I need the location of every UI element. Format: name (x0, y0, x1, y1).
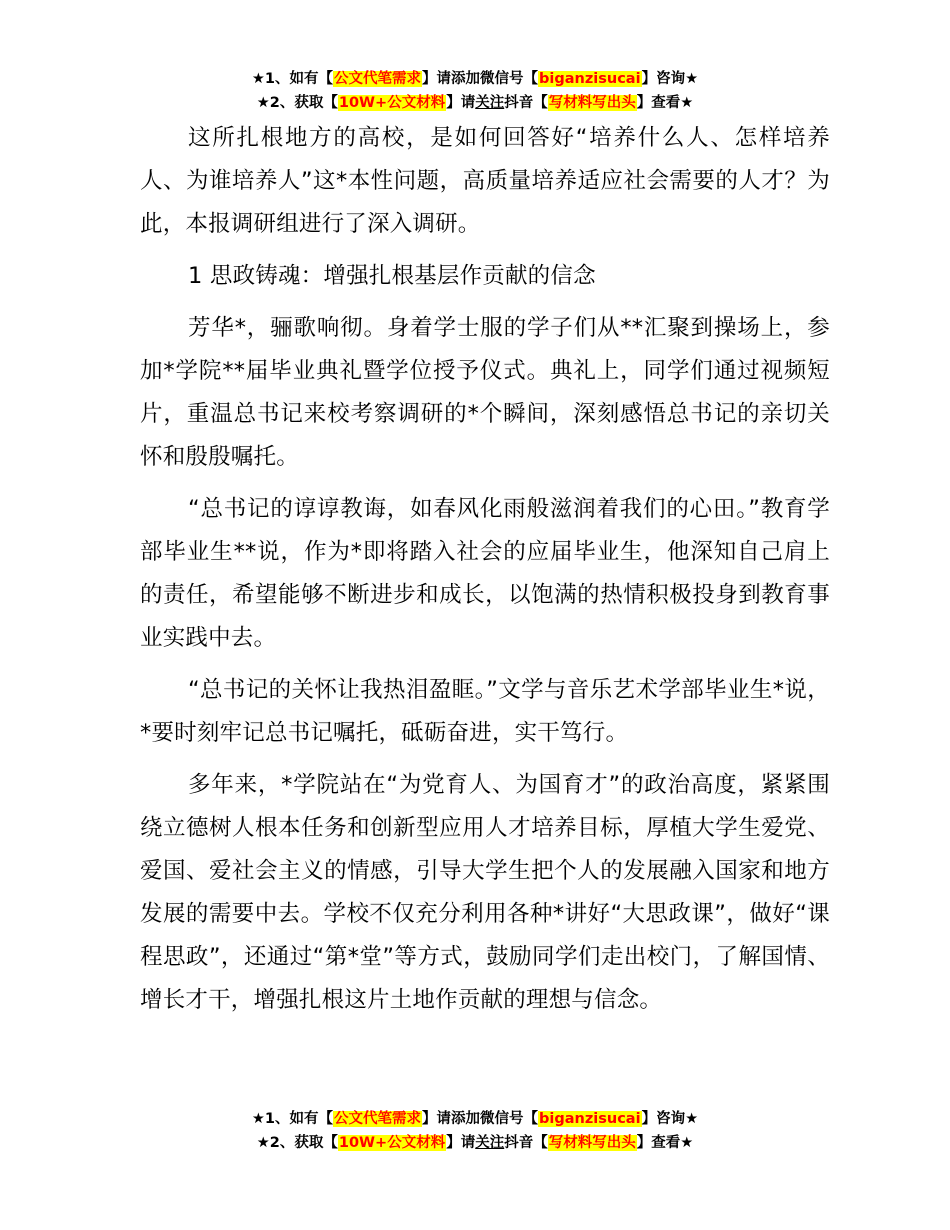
banner-text: ★2、获取【 (256, 95, 338, 111)
banner-text: ★1、如有【 (251, 1111, 334, 1127)
highlight-service: 公文代笔需求 (334, 71, 422, 87)
highlight-wechat-id: biganzisucai (539, 1111, 641, 1127)
paragraph-1: 这所扎根地方的高校，是如何回答好“培养什么人、怎样培养人、为谁培养人”这*本性问题，高质量培养适应社会需要的人才？为此，本报调研组进行了深入调研。 (140, 125, 830, 237)
banner-text: 】咨询★ (641, 1111, 699, 1127)
banner-text: 】请 (446, 95, 476, 111)
banner-follow: 关注 (475, 95, 505, 111)
banner-text: 】咨询★ (641, 71, 699, 87)
paragraph-5: 多年来，*学院站在“为党育人、为国育才”的政治高度，紧紧围绕立德树人根本任务和创新型应用人才培养目标，厚植大学生爱党、爱国、爱社会主义的情感，引导大学生把个人的发展融入国家和地方发展的需要中去。学校不仅充分利用各种*讲好“大思政课”，做好“课程思政”，还通过“第*堂”等方式，鼓励同学们走出校门，了解国情、增长才干，增强扎根这片土地作贡献的理想与信念。 (140, 772, 830, 1013)
banner-text: 】查看★ (636, 1135, 694, 1151)
banner-line-1 (0, 67, 950, 91)
footer-banner (0, 1107, 950, 1155)
highlight-douyin: 写材料写出头 (548, 1135, 636, 1151)
highlight-wechat-id: biganzisucai (539, 71, 641, 87)
banner-line-2 (0, 91, 950, 115)
banner-line-2 (0, 1131, 950, 1155)
header-banner (0, 67, 950, 115)
banner-text: 】请添加微信号【 (422, 1111, 539, 1127)
banner-line-1 (0, 1107, 950, 1131)
banner-text: ★1、如有【 (251, 71, 334, 87)
banner-text: 】查看★ (636, 95, 694, 111)
highlight-materials: 10W+公文材料 (338, 95, 446, 111)
banner-text: 抖音【 (504, 1135, 548, 1151)
banner-follow: 关注 (475, 1135, 505, 1151)
document-body (140, 117, 830, 1031)
paragraph-3: “总书记的谆谆教诲，如春风化雨般滋润着我们的心田。”教育学部毕业生**说，作为*即将踏入社会的应届毕业生，他深知自己肩上的责任，希望能够不断进步和成长，以饱满的热情积极投身到教育事业实践中去。 (140, 496, 830, 651)
paragraph-4: “总书记的关怀让我热泪盈眶。”文学与音乐艺术学部毕业生*说，*要时刻牢记总书记嘱托，砥砺奋进，实干笃行。 (140, 677, 830, 746)
section-heading: 1 思政铸魂：增强扎根基层作贡献的信念 (188, 263, 596, 289)
highlight-materials: 10W+公文材料 (338, 1135, 446, 1151)
banner-text: ★2、获取【 (256, 1135, 338, 1151)
paragraph-2: 芳华*，骊歌响彻。身着学士服的学子们从**汇聚到操场上，参加*学院**届毕业典礼暨学位授予仪式。典礼上，同学们通过视频短片，重温总书记来校考察调研的*个瞬间，深刻感悟总书记的亲切关怀和殷殷嘱托。 (140, 315, 830, 470)
banner-text: 抖音【 (504, 95, 548, 111)
highlight-service: 公文代笔需求 (334, 1111, 422, 1127)
banner-text: 】请 (446, 1135, 476, 1151)
banner-text: 】请添加微信号【 (422, 71, 539, 87)
highlight-douyin: 写材料写出头 (548, 95, 636, 111)
